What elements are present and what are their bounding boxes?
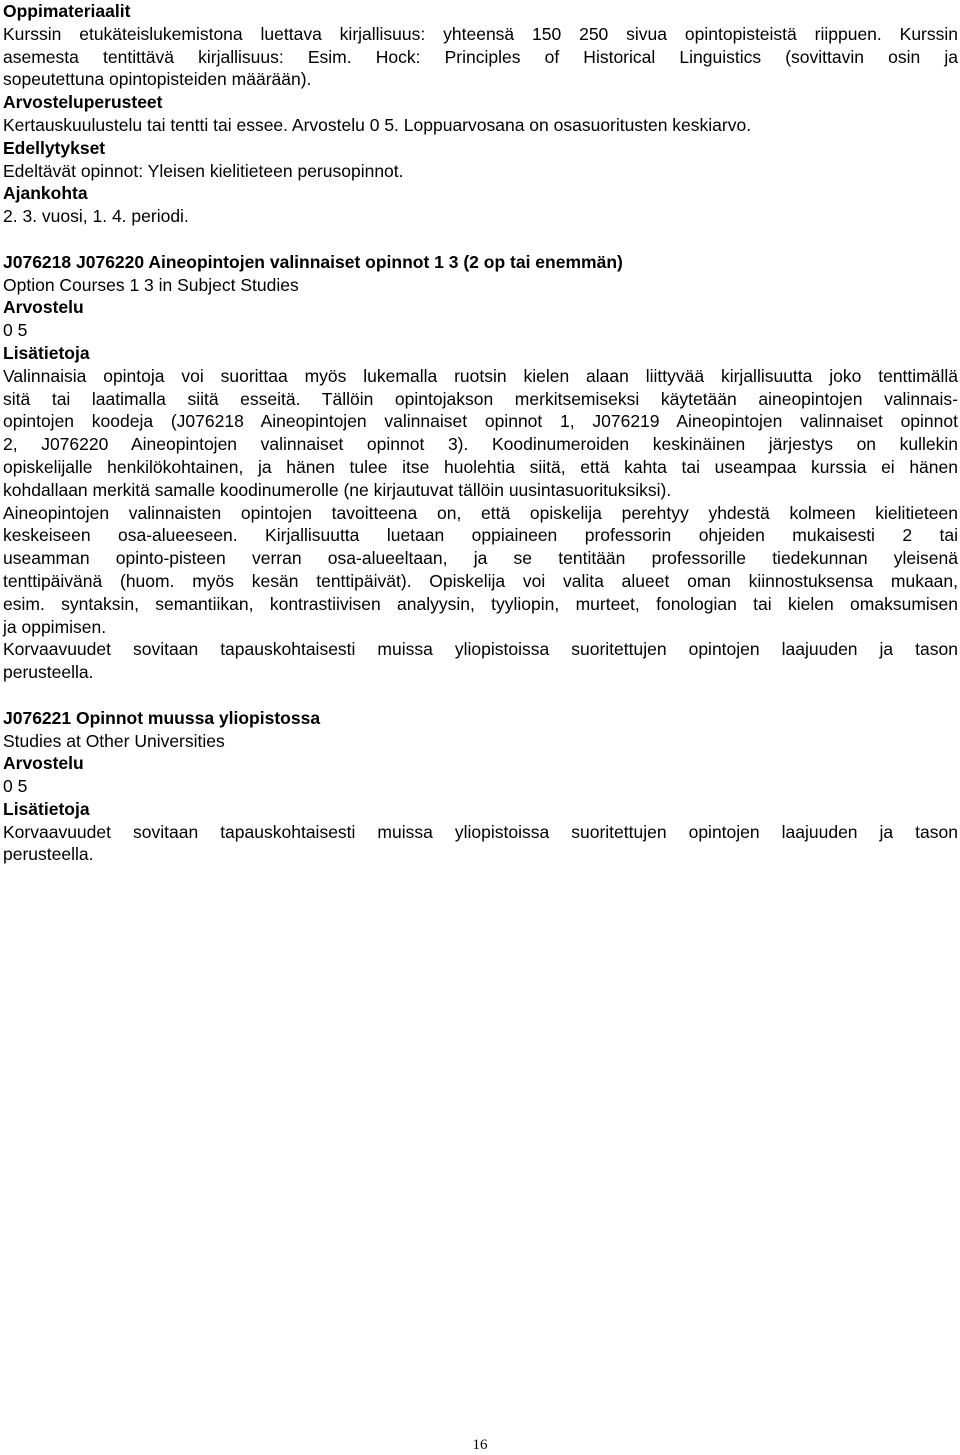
heading-lisatietoja: Lisätietoja — [3, 342, 90, 363]
oppimateriaalit-line-2: asemesta tentittävä kirjallisuus: Esim. Hock: Principles of Historical Linguistics (sovittavin osin ja — [3, 46, 958, 67]
course-title-j076221: J076221 Opinnot muussa yliopistossa — [3, 707, 321, 728]
paragraph-line: 2, J076220 Aineopintojen valinnaiset opinnot 3). Koodinumeroiden keskinäinen järjestys on kullekin — [3, 434, 958, 455]
heading-arvostelu: Arvostelu — [3, 297, 84, 318]
heading-arvosteluperusteet: Arvosteluperusteet — [3, 92, 163, 113]
paragraph-line: Korvaavuudet sovitaan tapauskohtaisesti muissa yliopistoissa suoritettujen opintojen laajuuden ja tason — [3, 639, 958, 660]
page-number: 16 — [472, 1437, 488, 1453]
arvostelu-value: 0 5 — [3, 776, 28, 797]
heading-lisatietoja: Lisätietoja — [3, 798, 90, 819]
paragraph-line: sitä tai laatimalla siitä esseitä. Tällöin opintojakson merkitsemiseksi käytetään aineopintojen valinnais- — [3, 388, 958, 409]
oppimateriaalit-line-3: sopeutettuna opintopisteiden määrään). — [3, 69, 312, 90]
paragraph-line: keskeiseen osa-alueeseen. Kirjallisuutta luetaan oppiaineen professorin ohjeiden mukaisesti 2 tai — [3, 525, 958, 546]
arvostelu-value: 0 5 — [3, 320, 28, 341]
course-subtitle-j076218: Option Courses 1 3 in Subject Studies — [3, 274, 299, 295]
heading-edellytykset: Edellytykset — [3, 137, 106, 158]
paragraph-line: Korvaavuudet sovitaan tapauskohtaisesti muissa yliopistoissa suoritettujen opintojen laajuuden ja tason — [3, 821, 958, 842]
paragraph-line: opiskelijalle henkilökohtainen, ja hänen tulee itse huolehtia siitä, että kahta tai useampaa kurssia ei hänen — [3, 456, 958, 477]
paragraph-line: useamman opinto-pisteen verran osa-alueeltaan, ja se tentitään professorille tiedekunnan yleisenä — [3, 548, 958, 569]
paragraph-line-last: perusteella. — [3, 844, 94, 865]
paragraph-line: opintojen koodeja (J076218 Aineopintojen valinnaiset opinnot 1, J076219 Aineopintojen valinnaiset opinnot — [3, 411, 958, 432]
heading-ajankohta: Ajankohta — [3, 183, 88, 204]
paragraph-line-last: perusteella. — [3, 662, 94, 683]
paragraph-line: tenttipäivänä (huom. myös kesän tenttipäivät). Opiskelija voi valita alueet oman kiinnostuksensa mukaan, — [3, 570, 958, 591]
course-subtitle-j076221: Studies at Other Universities — [3, 730, 225, 751]
paragraph-line: esim. syntaksin, semantiikan, kontrastiivisen analyysin, tyyliopin, murteet, fonologian tai kielen omaksumisen — [3, 593, 958, 614]
arvosteluperusteet-text: Kertauskuulustelu tai tentti tai essee. Arvostelu 0 5. Loppuarvosana on osasuoritusten keskiarvo. — [3, 114, 752, 135]
paragraph-line: Valinnaisia opintoja voi suorittaa myös lukemalla ruotsin kielen alaan liittyvää kirjallisuutta joko tenttimällä — [3, 365, 958, 386]
document-page — [3, 0, 958, 866]
heading-oppimateriaalit: Oppimateriaalit — [3, 1, 131, 21]
heading-arvostelu: Arvostelu — [3, 753, 84, 774]
paragraph-line-last: kohdallaan merkitä samalle koodinumerolle (ne kirjautuvat tällöin uusintasuorituksiksi). — [3, 479, 672, 500]
edellytykset-text: Edeltävät opinnot: Yleisen kielitieteen perusopinnot. — [3, 160, 404, 181]
course-title-j076218: J076218 J076220 Aineopintojen valinnaiset opinnot 1 3 (2 op tai enemmän) — [3, 251, 623, 272]
section-spacer — [3, 228, 958, 251]
oppimateriaalit-line-1: Kurssin etukäteislukemistona luettava kirjallisuus: yhteensä 150 250 sivua opintopisteistä riippuen. Kurssin — [3, 23, 958, 44]
paragraph-line: Aineopintojen valinnaisten opintojen tavoitteena on, että opiskelija perehtyy yhdestä kolmeen kielitieteen — [3, 502, 958, 523]
ajankohta-text: 2. 3. vuosi, 1. 4. periodi. — [3, 206, 189, 227]
section-spacer — [3, 684, 958, 707]
paragraph-line-last: ja oppimisen. — [3, 616, 107, 637]
